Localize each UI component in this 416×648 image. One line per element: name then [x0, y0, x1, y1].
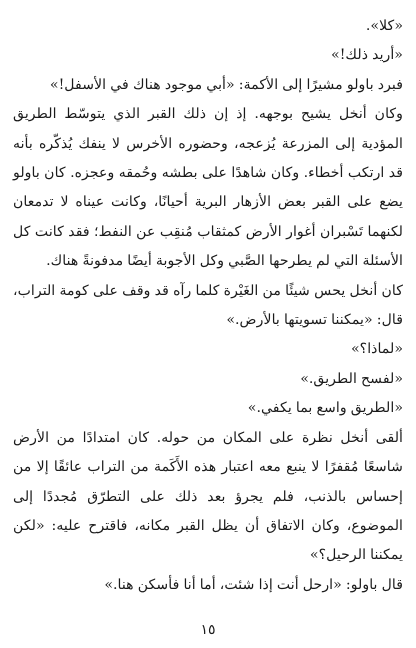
- paragraph-2: «أريد ذلك!»: [331, 47, 403, 64]
- paragraph-8: «الطريق واسع بما يكفي.»: [247, 400, 403, 417]
- paragraph-10: قال باولو: «ارحل أنت إذا شئت، أما أنا فأسكن هنا.»: [104, 576, 403, 593]
- paragraph-9: ألقى أنخل نظرة على المكان من حوله. كان امتدادًا من الأرض شاسعًا مُقفرًا لا ينبع معه اعتبار هذه الأَكَمة من التراب عائقًا إلا من إحساس بالذنب، فلم يجرؤ بعد ذلك على التطرّق مُجددًا إلى الموضوع، وكان الاتفاق أن يظل القبر مكانه، فاقترح عليه: «لكن يمكننا الرحيل؟»: [13, 429, 403, 564]
- paragraph-4: وكان أنخل يشيح بوجهه. إذ إن ذلك القبر الذي يتوسّط الطريق المؤدية إلى المزرعة يُزعجه، وحضوره الأخرس لا ينفك يُذكّره بأنه قد ارتكب أخطاء. وكان شاهدًا على بطشه وحُمقه وعجزه. كان باولو يضع على القبر بعض الأزهار البرية أحيانًا، وكانت عيناه لا تدمعان لكنهما تَسْبران أغوار الأرض كمثقاب مُنقِب عن النفط؛ فقد كانت كل الأسئلة التي لم يطرحها الصَّبي وكل الأجوبة أيضًا مدفونةً هناك.: [13, 106, 403, 270]
- paragraph-7: «لفسح الطريق.»: [300, 370, 403, 387]
- page-number: ١٥: [200, 622, 216, 638]
- paragraph-1: «كلا».: [365, 18, 403, 34]
- paragraph-3: فبرد باولو مشيرًا إلى الأكمة: «أبي موجود هناك في الأسفل!»: [49, 76, 403, 93]
- paragraph-6: «لماذا؟»: [351, 341, 403, 358]
- paragraph-5: كان أنخل يحس شيئًا من الغَيْرة كلما رآه قد وقف على كومة التراب، قال: «يمكننا تسويتها بالأرض.»: [13, 282, 403, 329]
